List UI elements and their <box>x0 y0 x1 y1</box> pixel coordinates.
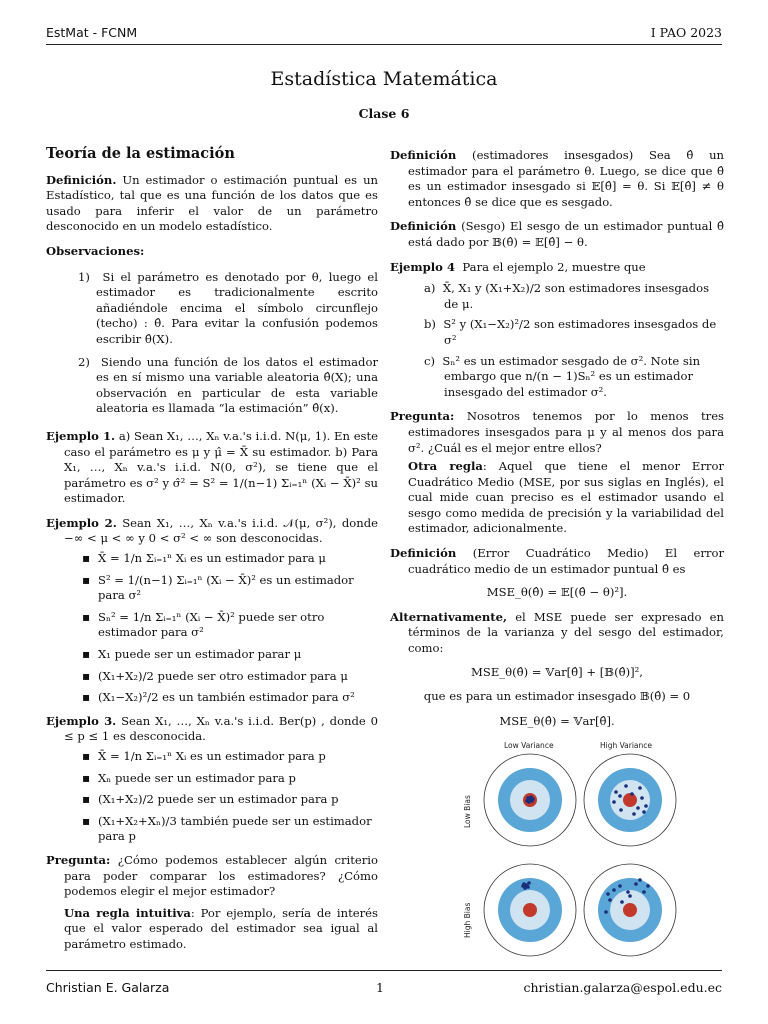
estimate-dot <box>620 901 624 905</box>
estimate-dot <box>527 882 531 886</box>
estimate-dot <box>642 891 646 895</box>
example-3-list <box>46 749 378 845</box>
page-header <box>46 22 722 45</box>
list-item: ▪ (X₁+X₂+Xₙ)/3 también puede ser un estimador para p <box>82 814 378 845</box>
list-item: ▪ X₁ puede ser un estimador parar μ <box>82 647 378 663</box>
example-1: Ejemplo 1. a) Sean X₁, …, Xₙ v.a.'s i.i.d. N(μ, 1). En este caso el parámetro es μ y μ̂ = X̄ su estimador. b) Para X₁, …, Xₙ v.a.'s i.i.d. N(0, σ²), se tiene que el parámetro es σ² y σ̂² = S² = 1/(n−1) Σᵢ₌₁ⁿ (Xᵢ − X̄)² su estimador. <box>46 428 379 506</box>
estimate-dot <box>630 793 634 797</box>
estimate-dot <box>618 795 622 799</box>
estimate-dot <box>636 807 640 811</box>
estimate-dot <box>614 791 618 795</box>
list-item: ▪ S² = 1/(n−1) Σᵢ₌₁ⁿ (Xᵢ − X̄)² es un estimador para σ² <box>82 573 378 604</box>
estimate-dot <box>606 893 610 897</box>
footer-email: christian.galarza@espol.edu.ec <box>523 980 722 995</box>
row-label-high-bias: High Bias <box>463 903 472 939</box>
bias-variance-figure <box>450 738 700 970</box>
estimate-dot <box>526 886 530 890</box>
estimate-dot <box>632 813 636 817</box>
estimate-dot <box>612 801 616 805</box>
example-3: Ejemplo 3. Sean X₁, …, Xₙ v.a.'s i.i.d. Ber(p) , donde 0 ≤ p ≤ 1 es desconocida. <box>46 713 379 744</box>
target-high-bias-high-variance-bullseye <box>623 903 637 917</box>
target-high-bias-low-variance-bullseye <box>523 903 537 917</box>
target-low-bias-high-variance-bullseye <box>623 793 637 807</box>
estimate-dot <box>634 883 638 887</box>
estimate-dot <box>608 899 612 903</box>
definition-estimador <box>46 173 378 235</box>
example-4-item: a) X̄, X₁ y (X₁+X₂)/2 son estimadores insesgados de μ. <box>424 281 710 311</box>
estimate-dot <box>642 811 646 815</box>
page-subtitle: Clase 6 <box>358 106 410 121</box>
equation-decomposition: MSE_θ(θ̂) = 𝕍ar[θ̂] + [𝔹(θ̂)]², <box>471 664 643 679</box>
example-4-item: b) S² y (X₁−X₂)²/2 son estimadores insesgados de σ² <box>424 317 717 347</box>
estimate-dot <box>646 885 650 889</box>
estimate-dot <box>619 809 623 813</box>
question-criterion: Pregunta: ¿Cómo podemos establecer algún criterio para poder comparar los estimadores? ¿Cómo podemos elegir el mejor estimador? <box>46 852 378 899</box>
right-column <box>390 148 724 970</box>
header-term: I PAO 2023 <box>650 25 722 40</box>
list-item: ▪ X̄ = 1/n Σᵢ₌₁ⁿ Xᵢ es un estimador para p <box>82 749 378 765</box>
list-item: ▪ (X₁+X₂)/2 puede ser otro estimador para μ <box>82 669 378 685</box>
footer-author: Christian E. Galarza <box>46 980 170 995</box>
estimate-dot <box>612 889 616 893</box>
other-rule: Otra regla: Aquel que tiene el menor Error Cuadrático Medio (MSE, por sus siglas en Inglés), el cual mide cuan preciso es el estimador usando el sesgo como medida de precisión y la variabilidad del estimador, adicionalmente. <box>408 459 724 536</box>
estimate-dot <box>521 885 525 889</box>
definition-text: Un estimador o estimación puntual es un Estadístico, tal que es una función de los datos que es usado para inferir el valor de un parámetro desconocido en un modelo estadístico. <box>46 172 379 234</box>
estimate-dot <box>531 798 535 802</box>
estimate-dot <box>526 799 530 803</box>
list-item: ▪ Xₙ puede ser un estimador para p <box>82 771 378 787</box>
equation-mse: MSE_θ(θ̂) = 𝔼[(θ̂ − θ)²]. <box>486 585 628 600</box>
estimate-dot <box>638 787 642 791</box>
estimate-dot <box>604 911 608 915</box>
estimate-dot <box>628 895 632 899</box>
row-label-low-bias: Low Bias <box>463 795 472 829</box>
example-4-item: c) Sₙ² es un estimador sesgado de σ². Note sin embargo que n/(n − 1)Sₙ² es un estimador insesgado del estimador σ². <box>424 353 701 399</box>
equation-note: que es para un estimador insesgado 𝔹(θ̂) = 0 <box>423 689 691 704</box>
definition-unbiased: Definición (estimadores insesgados) Sea θ̂ un estimador para el parámetro θ. Luego, se dice que θ̂ es un estimador insesgado si 𝔼[θ̂] = θ. Si 𝔼[θ̂] ≠ θ entonces θ̂ se dice que es sesgado. <box>390 148 724 209</box>
equation-unbiased: MSE_θ(θ̂) = 𝕍ar[θ̂]. <box>499 713 615 728</box>
list-item: ▪ X̄ = 1/n Σᵢ₌₁ⁿ Xᵢ es un estimador para μ <box>82 551 378 567</box>
definition-bias: Definición (Sesgo) El sesgo de un estimador puntual θ̂ está dado por 𝔹(θ̂) = 𝔼[θ̂] − θ. <box>390 219 724 249</box>
observation-item: 1) Si el parámetro es denotado por θ, luego el estimador es tradicionalmente escrito añadiéndole encima el símbolo circunflejo (techo) : θ̂. Para evitar la confusión podemos escribir θ̂(X). <box>78 269 379 346</box>
section-heading: Teoría de la estimación <box>46 145 235 162</box>
alternative-mse: Alternativamente, el MSE puede ser expresado en términos de la varianza y del sesgo del estimador, como: <box>390 609 724 656</box>
target-diagrams <box>450 738 700 970</box>
list-item: ▪ (X₁−X₂)²/2 es un también estimador para σ² <box>82 690 378 706</box>
estimate-dot <box>624 785 628 789</box>
observaciones-label: Observaciones: <box>46 243 145 258</box>
footer-page-number: 1 <box>376 980 384 995</box>
example-4: Ejemplo 4 Para el ejemplo 2, muestre que <box>390 259 646 274</box>
col-label-high-variance: High Variance <box>600 741 653 751</box>
page-title: Estadística Matemática <box>270 68 498 90</box>
question-best: Pregunta: Nosotros tenemos por lo menos tres estimadores insesgados para μ y al menos dos para σ². ¿Cuál es el mejor entre ellos? <box>390 409 725 455</box>
example-2: Ejemplo 2. Sean X₁, …, Xₙ v.a.'s i.i.d. 𝒩(μ, σ²), donde −∞ < μ < ∞ y 0 < σ² < ∞ son desconocidas. <box>46 515 378 546</box>
definition-mse: Definición (Error Cuadrático Medio) El error cuadrático medio de un estimador puntual θ̂ es <box>390 546 724 576</box>
example-2-list <box>46 551 378 706</box>
observation-item: 2) Siendo una función de los datos el estimador es en sí mismo una variable aleatoria θ̂(X); una observación en particular de esta variable aleatoria es llamada “la estimación” θ̂(x). <box>78 354 378 416</box>
estimate-dot <box>640 797 644 801</box>
page-footer <box>46 970 722 1001</box>
estimate-dot <box>626 891 630 895</box>
definition-label: Definición. <box>46 172 117 187</box>
estimate-dot <box>618 885 622 889</box>
intuitive-rule: Una regla intuitiva: Por ejemplo, sería de interés que el valor esperado del estimador sea igual al parámetro estimado. <box>64 905 378 951</box>
list-item: ▪ Sₙ² = 1/n Σᵢ₌₁ⁿ (Xᵢ − X̄)² puede ser otro estimador para σ² <box>82 610 378 641</box>
header-course: EstMat - FCNM <box>46 25 138 40</box>
col-label-low-variance: Low Variance <box>504 741 554 751</box>
estimate-dot <box>644 805 648 809</box>
list-item: ▪ (X₁+X₂)/2 puede ser un estimador para p <box>82 792 378 808</box>
estimate-dot <box>638 879 642 883</box>
left-column <box>46 146 378 962</box>
